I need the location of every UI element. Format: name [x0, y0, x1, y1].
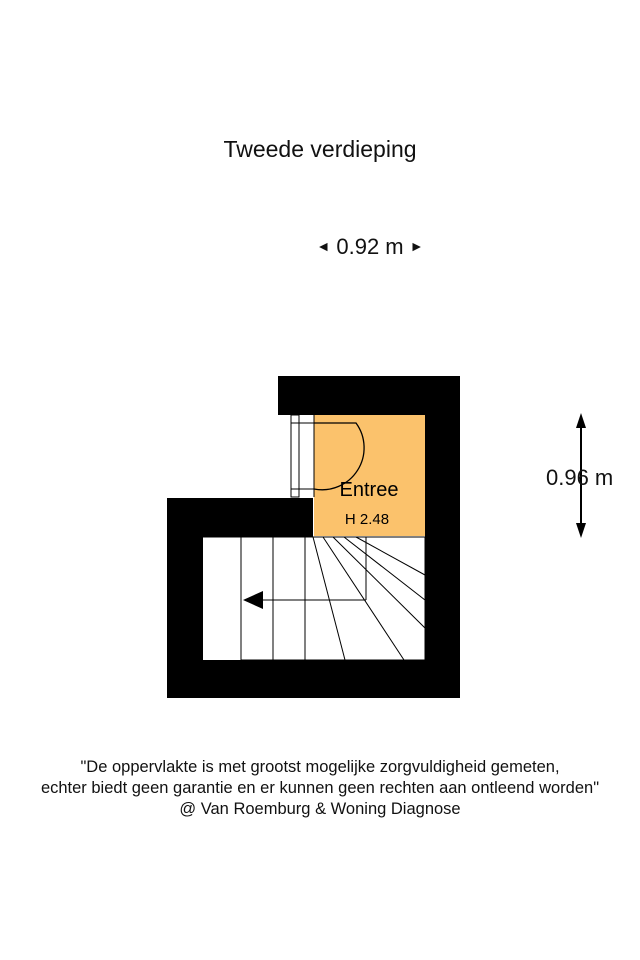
disclaimer-line-1: "De oppervlakte is met grootst mogelijke zorgvuldigheid gemeten,: [80, 758, 560, 776]
disclaimer: [0, 757, 640, 820]
room-height: H 2.48: [344, 511, 390, 528]
width-dimension-label: 0.92 m: [336, 234, 404, 259]
room-name: Entree: [339, 479, 399, 501]
disclaimer-line-2: echter biedt geen garantie en er kunnen geen rechten aan ontleend worden": [40, 779, 600, 797]
height-dimension-label: 0.96 m: [546, 465, 614, 490]
floor-title: Tweede verdieping: [223, 136, 417, 162]
arrow-right-icon: ►: [409, 238, 424, 254]
arrow-left-icon: ◄: [316, 238, 331, 254]
disclaimer-line-3: @ Van Roemburg & Woning Diagnose: [179, 800, 461, 818]
staircase: [203, 537, 425, 660]
